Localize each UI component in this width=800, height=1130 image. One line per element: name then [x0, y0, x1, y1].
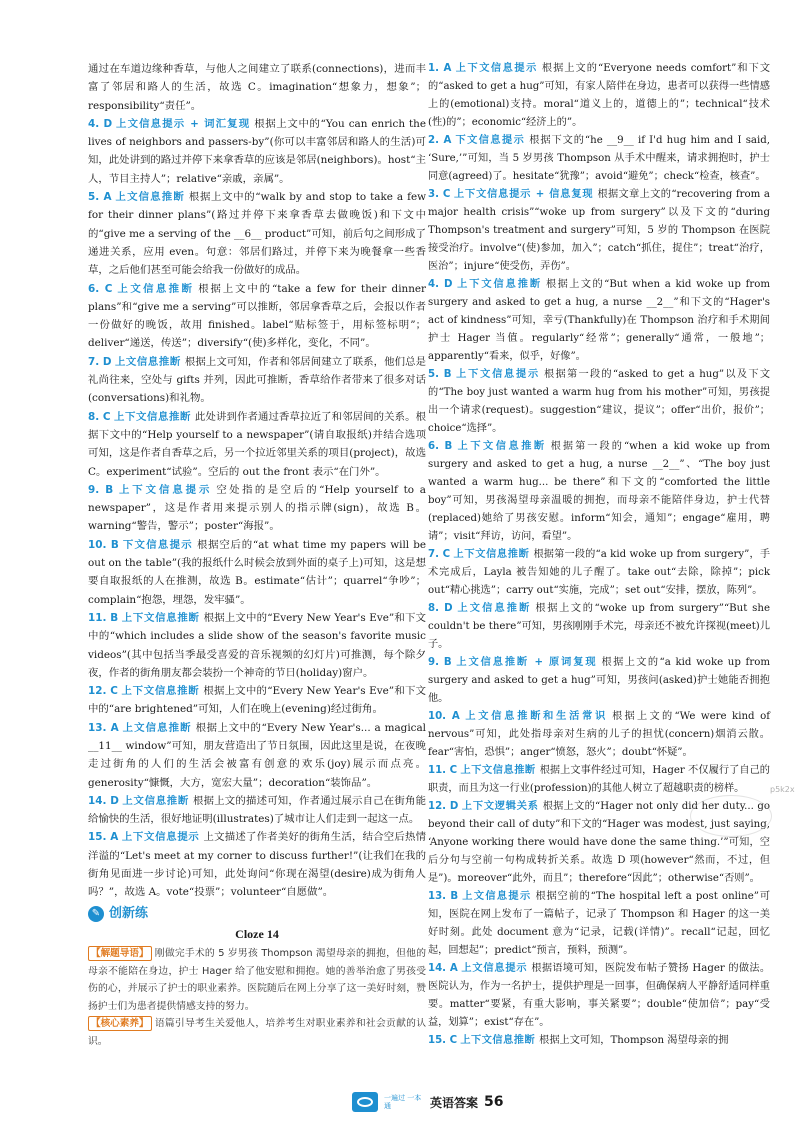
- page-number: 56: [484, 1094, 504, 1110]
- answer-item: [428, 888, 770, 960]
- answer-item: [428, 438, 770, 546]
- hint-tag: 上下文信息提示: [121, 831, 200, 844]
- hint-tag: 上文信息提示: [462, 891, 532, 902]
- explanation-text: 根据上文中的“Every New Year's Eve”和下文中的“are brightened”可知，人们在晚上(evening)经过街角。: [88, 685, 426, 716]
- answer-key: 2. A: [428, 135, 452, 146]
- answer-key: 1. A: [428, 63, 452, 74]
- core-box: [88, 1015, 426, 1050]
- hint-tag: 上下文信息推断: [460, 1035, 536, 1046]
- explanation-text: 上文描述了作者美好的街角生活，结合空后热情洋溢的“Let's meet at my corner to discuss further!”(让我们在我的街角见面进一步讨论)可知，此处询问“你现在渴望(desire)成为街角人吗？”，故选 A。vote“投票”；volunteer“自愿做”。: [88, 831, 427, 899]
- hint-tag: 上文信息推断: [122, 721, 192, 734]
- answer-item: [88, 60, 426, 115]
- answer-item: [88, 188, 426, 279]
- answer-key: 6. B: [428, 441, 453, 452]
- answer-key: 10. A: [428, 711, 460, 722]
- answer-item: [428, 132, 770, 186]
- explanation-text: 根据上文的描述可知，作者通过展示自己在街角能给愉快的生活，很好地证明(illustrates)了城市让人们走到一起这一点。: [88, 794, 427, 826]
- explanation-text: 根据空后的“at what time my papers will be out on the table”(我的报纸什么时候会放到外面的桌子上)可知，这是想要自取报纸的人在推测，故选 B。estimate“估计”；quarrel“争吵”；complain“抱怨，埋怨，发牢骚”。: [88, 538, 426, 606]
- answer-key: 7. C: [428, 549, 451, 560]
- hint-tag: 上文信息推断: [122, 794, 189, 807]
- answer-item: [88, 609, 426, 682]
- guide-box-label: 【解题导语】: [88, 946, 152, 961]
- answer-key: 14. A: [428, 963, 458, 974]
- answer-item: [428, 60, 770, 132]
- answer-key: 4. D: [88, 117, 113, 130]
- answer-item: [88, 115, 426, 188]
- page-footer: [352, 1090, 532, 1114]
- hint-tag: 上文信息推断: [457, 603, 532, 614]
- hint-tag: 上下文信息提示: [455, 63, 538, 74]
- guide-box-text: 刚做完手术的 5 岁男孩 Thompson 渴望母亲的拥抱，但他的母亲不能陪在身边，护士 Hager 给了他安慰和拥抱。她的善举治愈了男孩受伤的心，并展示了护士的职业素养。医院随后在网上分享了这一美好时刻，赞扬护士们为患者提供情感支持的努力。: [88, 948, 426, 1012]
- hint-tag: 上文信息推断: [115, 191, 185, 204]
- hint-tag: 上下文信息推断: [460, 765, 536, 776]
- guide-box: [88, 945, 426, 1015]
- explanation-text: 根据上文的“But when a kid woke up from surgery and asked to get a hug, a nurse __2__”和下文的“Hager's act of kindness”可知，幸亏(Thankfully)在 Thompson 治疗和手术期间护士 Hager 当值。regularly“经常”；generally“通常，一般地”；apparently“看来，似乎，好像”。: [428, 279, 771, 362]
- answer-key: 14. D: [88, 794, 119, 807]
- answer-key: 3. C: [428, 189, 451, 200]
- answer-item: [88, 536, 426, 609]
- hint-tag: 上下文信息提示 + 信息复现: [453, 189, 594, 200]
- hint-tag: 上文信息推断: [117, 282, 195, 295]
- answer-item: [428, 960, 770, 1032]
- watermark-stamp: [690, 795, 772, 837]
- hint-tag: 上文信息推断: [114, 355, 181, 368]
- explanation-text: 根据上文可知，Thompson 渴望母亲的拥: [539, 1035, 729, 1046]
- explanation-text: 根据上文中的“take a few for their dinner plans”和“give me a serving”可以推断，邻居拿香草之后，会报以作者一份做好的晚饭，故用 finished。label“贴标签于，用标签标明”；deliver“递送，传送”；diversify“(使)多样化，变化，不同”。: [88, 282, 427, 350]
- answer-key: 12. C: [88, 685, 118, 698]
- explanation-text: 根据第一段的“when a kid woke up from surgery and asked to get a hug, a nurse __2__”、“The boy just wanted a warm hug... be there”和下文的“comforted the little boy”可知，男孩渴望母亲温暖的拥抱，而母亲不能陪伴身边，护士代替(replaced)她给了男孩安慰。inform“知会，通知”；engage“雇用，聘请”；visit“拜访，访问，看望”。: [428, 441, 770, 542]
- brand-small-text: 一遍过 一本通: [384, 1094, 422, 1110]
- explanation-text: 根据上文的“Everyone needs comfort”和下文的“asked to get a hug”可知，有家人陪伴在身边，患者可以获得一些情感上的(emotional)支持。moral“道义上的，道德上的”；technical“技术(性)的”；economic“经济上的”。: [428, 63, 771, 128]
- answer-key: 13. B: [428, 891, 459, 902]
- answer-key: 7. D: [88, 355, 112, 368]
- hint-tag: 上下文信息推断: [453, 549, 530, 560]
- section-heading: [88, 905, 426, 923]
- footer-title: 英语答案: [430, 1095, 479, 1110]
- answer-item: [428, 546, 770, 600]
- explanation-text: 根据第一段的“asked to get a hug”以及下文的“The boy just wanted a warm hug from his mother”可知，男孩提出一个请求(request)。suggestion“建议，提议”；offer“出价，报价”；choice“选择”。: [428, 369, 771, 434]
- core-box-label: 【核心素养】: [88, 1016, 152, 1031]
- answer-key: 5. A: [88, 191, 112, 204]
- explanation-text: 根据上文的“woke up from surgery”“But she couldn't be there”可知，男孩刚刚手术完，母亲还不被允许探视(meet)儿子。: [428, 603, 771, 650]
- explanation-text: 根据上文中的“Every New Year's... a magical __11__ window”可知，朋友营造出了节日氛围，因此这里是说，在夜晚走过街角的人们的生活会被富有创意的欢乐(joy)展示而点亮。generosity“慷慨，大方，宽宏大量”；decoration“装饰品”。: [88, 721, 426, 789]
- answer-item: [428, 366, 770, 438]
- answer-key: 12. D: [428, 801, 459, 812]
- answer-key: 9. B: [88, 483, 114, 496]
- answer-key: 5. B: [428, 369, 452, 380]
- explanation-text: 根据上文中的“walk by and stop to take a few for their dinner plans”(路过并停下来拿香草去做晚饭)和下文中的“give me a serving of the __6__ product”可知，前后句之间形成了递进关系，应用 even。句意：邻居们路过，并停下来为晚餐拿一些香草，之后他们甚至可能会给我一份做好的成品。: [88, 191, 426, 277]
- answer-key: 11. B: [88, 611, 119, 624]
- section-title: 创新练: [109, 905, 149, 921]
- hint-tag: 上下文信息推断: [121, 685, 200, 698]
- hint-tag: 上下文信息推断: [121, 611, 200, 624]
- answer-item: [428, 600, 770, 654]
- answer-key: 13. A: [88, 721, 119, 734]
- answer-key: 11. C: [428, 765, 458, 776]
- answer-item: [428, 276, 770, 366]
- hint-tag: 下文信息提示: [122, 538, 193, 551]
- explanation-text: 根据上文的“We were kind of nervous”可知，此处指母亲对生病的儿子的担忧(concern)烟消云散。fear“害怕，恐惧”；anger“愤怒，怒火”；doubt“怀疑”。: [428, 711, 770, 758]
- explanation-text: 根据上文事件经过可知，Hager 不仅履行了自己的职责，而且为这一行业(profession)的其他人树立了超越职责的榜样。: [428, 765, 770, 794]
- hint-tag: 上下文信息提示: [118, 483, 213, 496]
- explanation-text: 根据语境可知，医院发布帖子赞扬 Hager 的做法。医院认为，作为一名护士，提供护理是一回事，但确保病人平静舒适同样重要。matter“要紧，有重大影响，事关紧要”；double“使加倍”；pay“受益，划算”；exist“存在”。: [428, 963, 771, 1028]
- answer-key: 8. D: [428, 603, 453, 614]
- hint-tag: 下文信息提示: [455, 135, 526, 146]
- answer-item: [88, 280, 426, 353]
- answer-item: [88, 353, 426, 408]
- pencil-icon: ✎: [88, 906, 104, 922]
- answer-item: [428, 186, 770, 276]
- explanation-text: 根据空前的“The hospital left a post online”可知，医院在网上发布了一篇帖子，记录了 Thompson 和 Hager 的这一美好时刻。此处 document 意为“记录，记载(详情)”。recall“记起，回忆起，回想起”；predict“预言，预料，预测”。: [428, 891, 771, 956]
- answer-key: 6. C: [88, 282, 113, 295]
- answer-key: 15. A: [88, 831, 119, 844]
- answer-item: [428, 708, 770, 762]
- explanation-text: 根据下文的“he __9__ if I'd hug him and I said, ‘Sure,’”可知，当 5 岁男孩 Thompson 从手术中醒来，请求拥抱时，护士同意(agreed)了。hesitate“犹豫”；avoid“避免”；check“检查，核查”。: [428, 135, 771, 182]
- hint-tag: 上文信息提示 + 词汇复现: [116, 117, 251, 130]
- explanation-text: 根据上文的“a kid woke up from surgery and asked to get a hug”可知，男孩问(asked)护士她能否拥抱他。: [428, 657, 770, 704]
- explanation-text: 根据上文的“Hager not only did her duty... go beyond their call of duty”和下文的“Hager was modest, just saying, ‘Anyone working there would have done the same thing.’”可知，空后分句与空前一句构成转折关系。故选 D 项(however“然而，不过，但是”)。moreover“此外，而且”；therefore“因此”；otherwise“否则”。: [428, 801, 770, 884]
- hint-tag: 上文信息提示: [461, 963, 528, 974]
- answer-key: 10. B: [88, 538, 119, 551]
- hint-tag: 上文信息推断 + 原词复现: [456, 657, 598, 668]
- hint-tag: 上下文逻辑关系: [461, 801, 539, 812]
- answer-item: [88, 719, 426, 792]
- hint-tag: 上文信息推断和生活常识: [465, 711, 609, 722]
- hint-tag: 上下文信息提示: [456, 369, 541, 380]
- answer-item: [88, 792, 426, 829]
- answer-item: [88, 828, 426, 901]
- cloze-title: Cloze 14: [235, 926, 279, 941]
- answer-key: 9. B: [428, 657, 452, 668]
- brand-logo-icon: [352, 1092, 378, 1112]
- side-stamp: p5k2x: [770, 785, 795, 794]
- answer-key: 15. C: [428, 1035, 458, 1046]
- answer-item: [88, 481, 426, 536]
- answer-key: 8. C: [88, 410, 111, 423]
- answer-item: [428, 762, 770, 798]
- answer-item: [428, 1032, 770, 1050]
- hint-tag: 上下文信息推断: [457, 279, 542, 290]
- core-box-text: 语篇引导考生关爱他人，培养考生对职业素养和社会贡献的认识。: [88, 1018, 426, 1047]
- hint-tag: 上下文信息推断: [457, 441, 547, 452]
- answer-item: [428, 654, 770, 708]
- explanation-text: 通过在车道边缘种香草，与他人之间建立了联系(connections)，进而丰富了邻居和路人的生活，故选 C。imagination“想象力，想象”；responsibility“责任”。: [88, 63, 426, 112]
- hint-tag: 上下文信息推断: [113, 410, 192, 423]
- left-column: [88, 60, 426, 1050]
- answer-item: [88, 408, 426, 481]
- explanation-text: 空处指的是空后的“Help yourself to a newspaper”，这是作者用来提示别人的指示牌(sign)，故选 B。warning“警告，警示”；poster“海报”。: [88, 483, 426, 533]
- answer-item: [88, 682, 426, 719]
- explanation-text: 此处讲到作者通过香草拉近了和邻居间的关系。根据下文中的“Help yourself to a newspaper”(请自取报纸)并结合选项可知，这是作者自香草之后，另一个拉近邻里关系的项目(project)，故选 C。experiment“试验”。空后的 out the front 表示“在门外”。: [88, 410, 427, 478]
- answer-key: 4. D: [428, 279, 453, 290]
- explanation-text: 根据第一段的“a kid woke up from surgery”，手术完成后，Layla 被告知她的儿子醒了。take out“去除，除掉”；pick out“精心挑选”；carry out“实施，完成”；set out“安排，摆放，陈列”。: [428, 549, 771, 596]
- explanation-text: 根据上文可知，作者和邻居间建立了联系，他们总是礼尚往来，空处与 gifts 并列，因此可推断，香草给作者带来了很多对话(conversations)和礼物。: [88, 355, 427, 405]
- explanation-text: 根据上文中的“Every New Year's Eve”和下文中的“which includes a slide show of the season's favorite music videos”(其中包括当季最受喜爱的音乐视频的幻灯片)可推测，每个除夕夜，作者的街角朋友都会装扮一个神奇的节日(holiday)窗户。: [88, 611, 427, 679]
- explanation-text: 根据上文中的“You can enrich the lives of neighbors and passers-by”(你可以丰富邻居和路人的生活)可知，此处讲到的路过并停下来拿香草的应该是邻居(neighbors)。host“主人，节目主持人”；relative“亲戚，亲属”。: [88, 117, 426, 185]
- explanation-text: 根据文章上文的“recovering from a major health crisis”“woke up from surgery”以及下文的“during Thompson's treatment and surgery”可知，5 岁的 Thompson 在医院接受治疗。involve“(使)参加，加入”；catch“抓住，捉住”；treat“治疗，医治”；injure“使受伤，弄伤”。: [428, 189, 770, 272]
- right-column: [428, 60, 770, 1050]
